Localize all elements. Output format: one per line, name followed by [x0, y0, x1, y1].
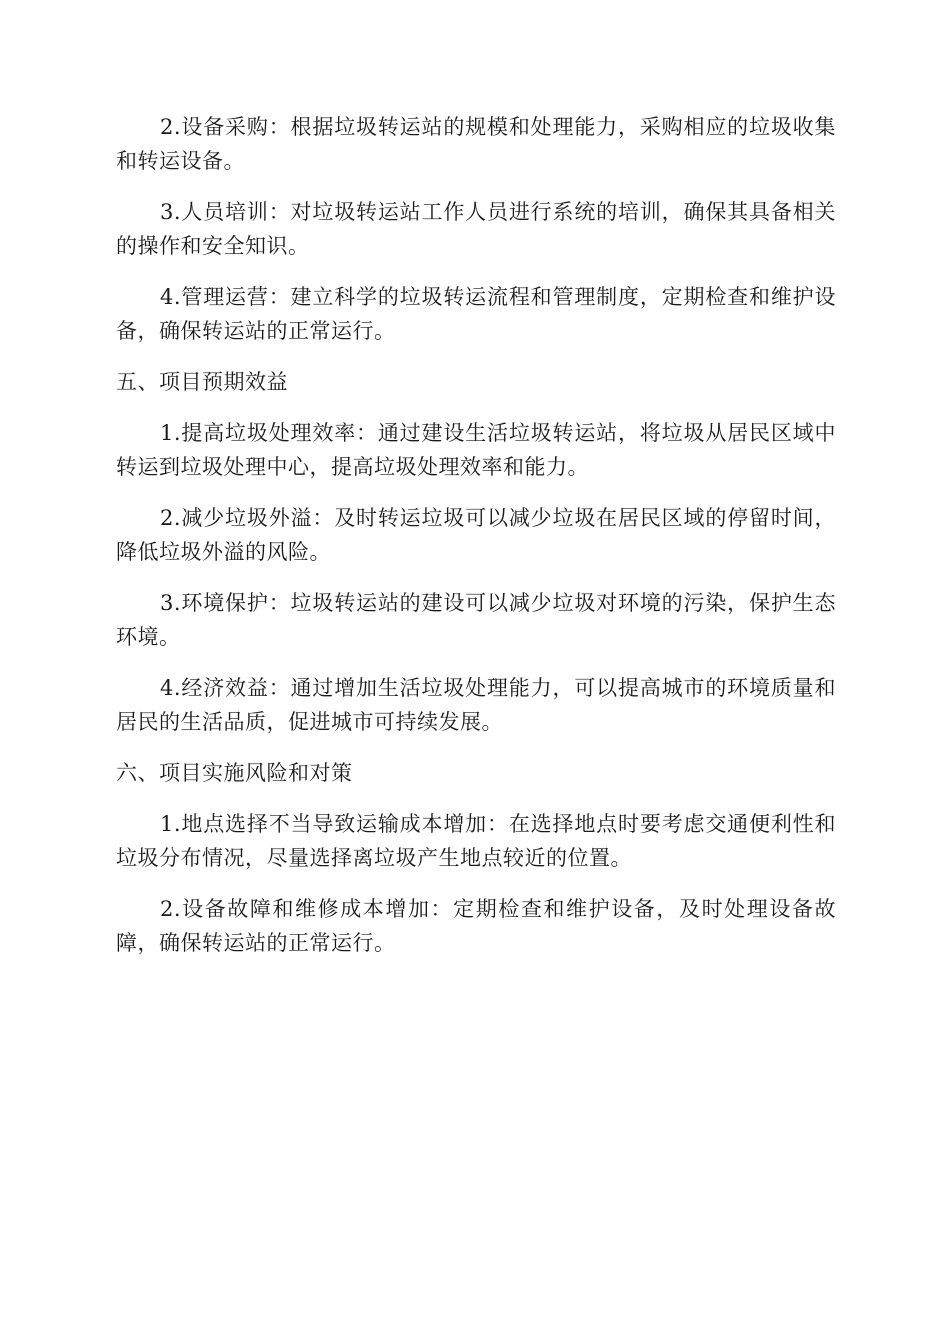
paragraph-environment-protection: 3.环境保护：垃圾转运站的建设可以减少垃圾对环境的污染，保护生态环境。	[116, 591, 836, 649]
paragraph-reduce-overflow: 2.减少垃圾外溢：及时转运垃圾可以减少垃圾在居民区域的停留时间，降低垃圾外溢的风险。	[116, 506, 836, 564]
paragraph-equipment-procurement: 2.设备采购：根据垃圾转运站的规模和处理能力，采购相应的垃圾收集和转运设备。	[116, 115, 836, 173]
paragraph-management-operation: 4.管理运营：建立科学的垃圾转运流程和管理制度，定期检查和维护设备，确保转运站的正常运行。	[116, 285, 836, 343]
section-heading-expected-benefits: 五、项目预期效益	[116, 370, 288, 394]
paragraph-staff-training: 3.人员培训：对垃圾转运站工作人员进行系统的培训，确保其具备相关的操作和安全知识。	[116, 200, 836, 258]
paragraph-site-selection-risk: 1.地点选择不当导致运输成本增加：在选择地点时要考虑交通便利性和垃圾分布情况，尽量选择离垃圾产生地点较近的位置。	[116, 812, 836, 870]
paragraph-efficiency: 1.提高垃圾处理效率：通过建设生活垃圾转运站，将垃圾从居民区域中转运到垃圾处理中心，提高垃圾处理效率和能力。	[116, 421, 836, 479]
document-body	[116, 110, 836, 977]
paragraph-equipment-failure-risk: 2.设备故障和维修成本增加：定期检查和维护设备，及时处理设备故障，确保转运站的正常运行。	[116, 897, 836, 955]
section-heading-risks-countermeasures: 六、项目实施风险和对策	[116, 761, 353, 785]
paragraph-economic-benefit: 4.经济效益：通过增加生活垃圾处理能力，可以提高城市的环境质量和居民的生活品质，促进城市可持续发展。	[116, 676, 836, 734]
